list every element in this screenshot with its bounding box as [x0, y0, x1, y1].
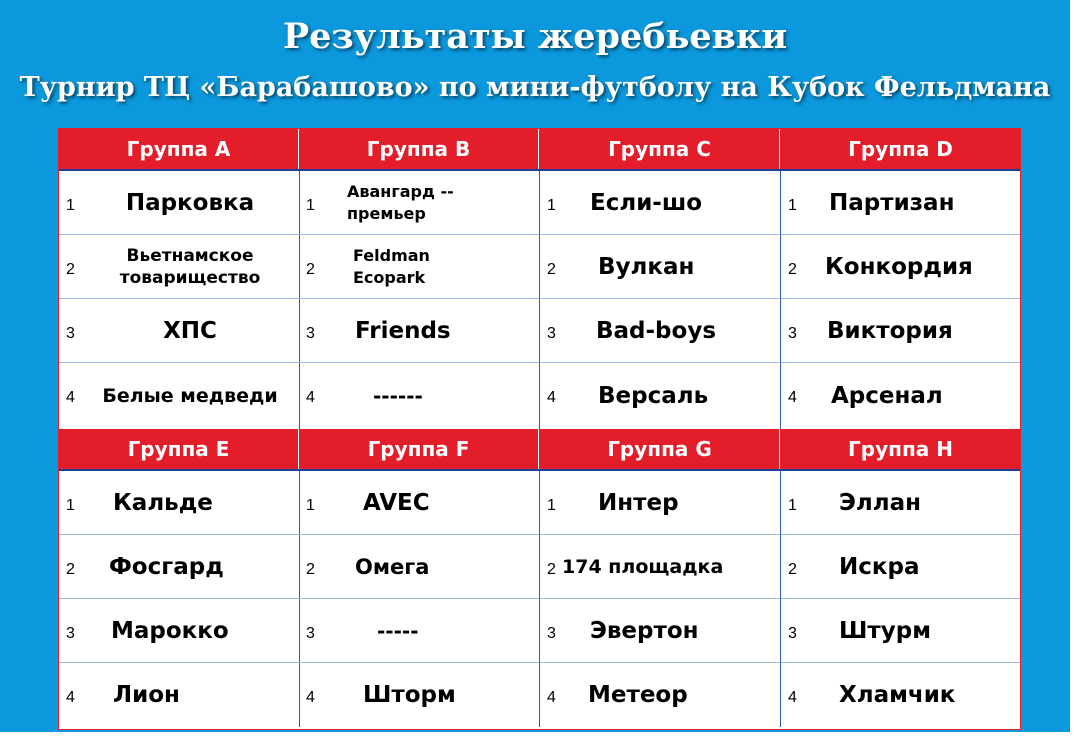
group-header-e: Группа E [59, 429, 299, 469]
team-name: ХПС [163, 317, 217, 344]
place-number: 2 [66, 261, 75, 278]
team-name: Кальде [113, 489, 213, 516]
team-name: Омега [355, 554, 430, 579]
place-number: 1 [788, 197, 797, 214]
team-cell [540, 471, 781, 535]
team-name: Эвертон [590, 617, 699, 644]
place-number: 3 [547, 325, 556, 342]
team-name: Авангард -- премьер [347, 181, 454, 223]
team-cell [299, 363, 540, 429]
groups-table [58, 128, 1021, 730]
place-number: 2 [788, 261, 797, 278]
team-cell [540, 663, 781, 727]
place-number: 2 [547, 261, 556, 278]
place-number: 1 [306, 497, 315, 514]
group-header-d: Группа D [848, 137, 953, 161]
place-number: 2 [788, 561, 797, 578]
team-name: Вулкан [598, 253, 695, 280]
team-name: Feldman Ecopark [353, 245, 430, 287]
page-subtitle: Турнир ТЦ «Барабашово» по мини-футболу на Кубок Фельдмана [19, 72, 1051, 103]
place-number: 3 [66, 325, 75, 342]
team-name: ------ [373, 384, 423, 408]
group-header-h: Группа H [848, 437, 953, 461]
team-cell [299, 471, 540, 535]
team-cell [59, 471, 300, 535]
place-number: 1 [306, 197, 315, 214]
team-name: Фосгард [109, 553, 224, 580]
team-name: Марокко [111, 617, 229, 644]
team-cell [299, 299, 540, 363]
team-name: Шторм [363, 682, 456, 708]
group-header-c: Группа C [540, 129, 780, 169]
team-cell [540, 235, 781, 299]
place-number: 3 [788, 625, 797, 642]
team-cell [540, 299, 781, 363]
team-cell [299, 599, 540, 663]
team-name: Белые медведи [102, 385, 278, 407]
place-number: 2 [547, 561, 556, 578]
groups-block-top [59, 129, 1020, 429]
group-header-b: Группа B [299, 129, 539, 169]
team-cell [59, 171, 300, 235]
team-cell [59, 663, 300, 727]
team-name: Вьетнамское товарищество [119, 245, 261, 288]
group-cells [59, 471, 1020, 729]
place-number: 4 [66, 689, 75, 706]
place-number: 1 [66, 197, 75, 214]
team-cell [781, 235, 1020, 299]
place-number: 1 [547, 197, 556, 214]
place-number: 4 [788, 389, 797, 406]
team-name: Если-шо [590, 189, 703, 216]
team-name: Метеор [588, 682, 688, 708]
team-name: Партизан [829, 189, 955, 216]
team-name: Конкордия [825, 253, 973, 280]
groups-block-bottom [59, 429, 1020, 729]
group-header-row [59, 129, 1020, 171]
team-cell [59, 235, 300, 299]
place-number: 1 [788, 497, 797, 514]
team-cell [781, 471, 1020, 535]
place-number: 4 [547, 689, 556, 706]
team-cell [299, 535, 540, 599]
team-cell [781, 363, 1020, 429]
team-cell [781, 299, 1020, 363]
team-name: AVEC [363, 489, 430, 516]
place-number: 1 [547, 497, 556, 514]
team-cell [781, 171, 1020, 235]
team-name: Виктория [827, 317, 953, 344]
team-cell [59, 299, 300, 363]
team-name: Арсенал [831, 383, 943, 409]
team-cell [299, 235, 540, 299]
place-number: 3 [306, 625, 315, 642]
group-header-row [59, 429, 1020, 471]
team-name: Bad-boys [596, 317, 717, 344]
place-number: 2 [306, 261, 315, 278]
team-cell [781, 663, 1020, 727]
team-name: Парковка [125, 189, 255, 216]
place-number: 4 [66, 389, 75, 406]
team-cell [59, 363, 300, 429]
page-title: Результаты жеребьевки [282, 16, 788, 57]
team-name: Искра [839, 553, 920, 580]
place-number: 4 [788, 689, 797, 706]
team-name: ----- [377, 618, 419, 643]
group-cells [59, 171, 1020, 429]
place-number: 3 [66, 625, 75, 642]
place-number: 4 [547, 389, 556, 406]
place-number: 3 [547, 625, 556, 642]
team-name: Штурм [839, 617, 931, 644]
team-cell [540, 535, 781, 599]
place-number: 2 [306, 561, 315, 578]
team-cell [540, 171, 781, 235]
team-name: Интер [598, 489, 679, 516]
team-cell [781, 535, 1020, 599]
team-cell [781, 599, 1020, 663]
team-name: Лион [113, 682, 180, 708]
group-header-f: Группа F [299, 429, 539, 469]
place-number: 4 [306, 389, 315, 406]
group-header-g: Группа G [540, 429, 780, 469]
team-cell [299, 171, 540, 235]
team-name: Хламчик [839, 682, 956, 708]
place-number: 4 [306, 689, 315, 706]
place-number: 2 [66, 561, 75, 578]
group-header-a: Группа A [59, 129, 299, 169]
team-cell [59, 599, 300, 663]
team-cell [540, 363, 781, 429]
team-cell [59, 535, 300, 599]
team-cell [540, 599, 781, 663]
team-name: Friends [355, 317, 451, 344]
place-number: 3 [788, 325, 797, 342]
place-number: 3 [306, 325, 315, 342]
team-cell [299, 663, 540, 727]
team-name: 174 площадка [562, 555, 724, 578]
team-name: Версаль [598, 383, 709, 409]
team-name: Эллан [839, 489, 921, 516]
place-number: 1 [66, 497, 75, 514]
